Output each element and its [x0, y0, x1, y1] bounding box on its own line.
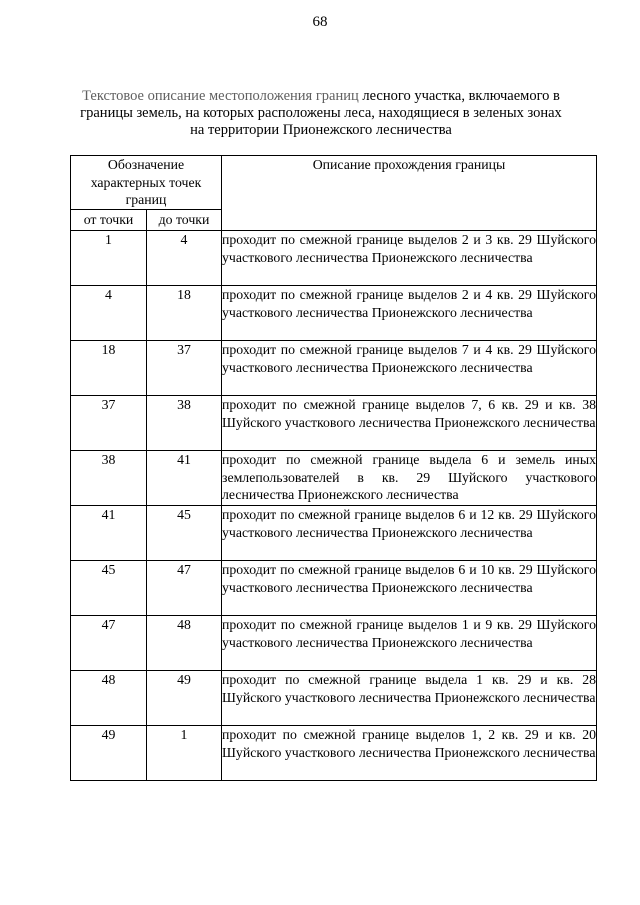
boundary-description: проходит по смежной границе выделов 1, 2 кв. 29 и кв. 20 Шуйского участкового лесничества Прионежского лесничества	[222, 726, 597, 781]
from-point: 4	[71, 286, 147, 341]
document-title	[72, 88, 570, 139]
from-point: 48	[71, 671, 147, 726]
to-point: 41	[147, 451, 222, 506]
to-point: 37	[147, 341, 222, 396]
table-row	[71, 341, 597, 396]
boundary-description: проходит по смежной границе выделов 2 и 4 кв. 29 Шуйского участкового лесничества Прионежского лесничества	[222, 286, 597, 341]
to-point: 4	[147, 231, 222, 286]
table-row	[71, 671, 597, 726]
table-row	[71, 506, 597, 561]
table-row	[71, 616, 597, 671]
boundary-description: проходит по смежной границе выделов 6 и 12 кв. 29 Шуйского участкового лесничества Прионежского лесничества	[222, 506, 597, 561]
boundary-table	[70, 155, 597, 781]
table-row	[71, 396, 597, 451]
boundary-description: проходит по смежной границе выделов 6 и 10 кв. 29 Шуйского участкового лесничества Прионежского лесничества	[222, 561, 597, 616]
boundary-description: проходит по смежной границе выделов 7, 6 кв. 29 и кв. 38 Шуйского участкового лесничества Прионежского лесничества	[222, 396, 597, 451]
from-point: 47	[71, 616, 147, 671]
header-description: Описание прохождения границы	[222, 156, 597, 231]
to-point: 18	[147, 286, 222, 341]
to-point: 38	[147, 396, 222, 451]
from-point: 41	[71, 506, 147, 561]
table-body	[71, 231, 597, 781]
from-point: 38	[71, 451, 147, 506]
header-to-point: до точки	[147, 210, 222, 231]
page-number: 68	[312, 14, 328, 30]
boundary-description: проходит по смежной границе выдела 6 и земель иных землепользователей в кв. 29 Шуйского участкового лесничества Прионежского лесничества	[222, 451, 597, 506]
to-point: 48	[147, 616, 222, 671]
boundary-description: проходит по смежной границе выделов 7 и 4 кв. 29 Шуйского участкового лесничества Прионежского лесничества	[222, 341, 597, 396]
table-row	[71, 286, 597, 341]
from-point: 37	[71, 396, 147, 451]
from-point: 1	[71, 231, 147, 286]
table-row	[71, 561, 597, 616]
to-point: 47	[147, 561, 222, 616]
header-points: Обозначение характерных точек границ	[71, 156, 222, 210]
boundary-description: проходит по смежной границе выделов 1 и 9 кв. 29 Шуйского участкового лесничества Прионежского лесничества	[222, 616, 597, 671]
to-point: 1	[147, 726, 222, 781]
to-point: 45	[147, 506, 222, 561]
table-row	[71, 231, 597, 286]
boundary-description: проходит по смежной границе выдела 1 кв. 29 и кв. 28 Шуйского участкового лесничества Прионежского лесничества	[222, 671, 597, 726]
document-title-part-2: лесного участка, включаемого в границы земель, на которых расположены леса, находящиеся в зеленых зонах на территории Прионежского лесничества	[80, 88, 562, 138]
table-row	[71, 451, 597, 506]
header-from-point: от точки	[71, 210, 147, 231]
to-point: 49	[147, 671, 222, 726]
from-point: 49	[71, 726, 147, 781]
boundary-description: проходит по смежной границе выделов 2 и 3 кв. 29 Шуйского участкового лесничества Прионежского лесничества	[222, 231, 597, 286]
document-title-part-1: Текстовое описание местоположения границ	[82, 88, 359, 104]
table-row	[71, 726, 597, 781]
from-point: 45	[71, 561, 147, 616]
from-point: 18	[71, 341, 147, 396]
